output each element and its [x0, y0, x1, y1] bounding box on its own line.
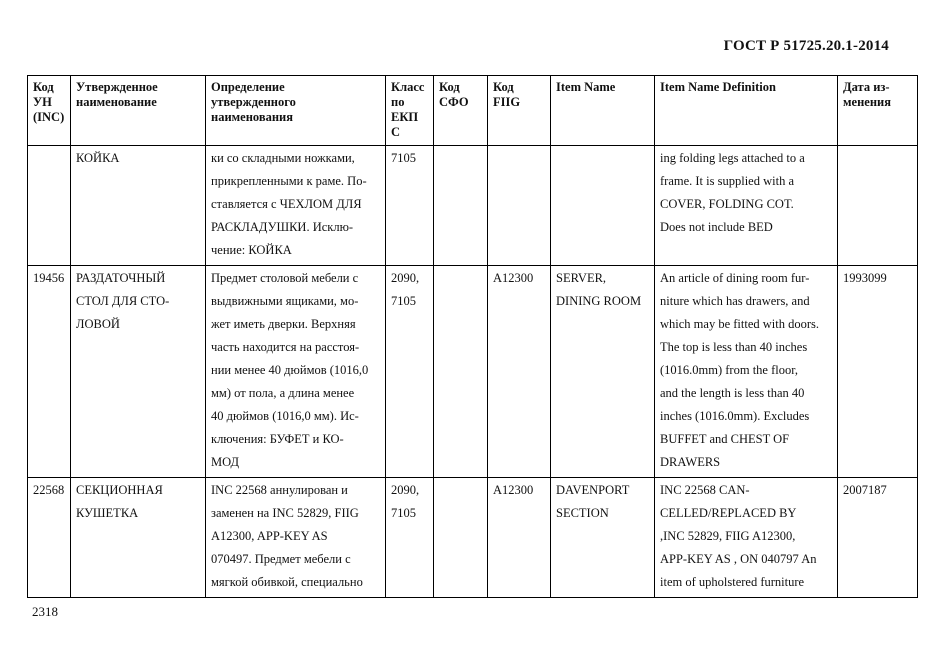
cell-date — [838, 146, 918, 266]
cell-sfo — [434, 146, 488, 266]
cell-class: 2090, 7105 — [386, 266, 434, 478]
cell-item-name — [551, 146, 655, 266]
cell-class: 7105 — [386, 146, 434, 266]
header-inc: Код УН (INC) — [28, 76, 71, 146]
cell-sfo — [434, 478, 488, 598]
header-fiig: Код FIIG — [488, 76, 551, 146]
cell-fiig: A12300 — [488, 478, 551, 598]
cell-item-definition: An article of dining room fur- niture which has drawers, and which may be fitted with doors. The top is less than 40 inches (1016.0mm) from the floor, and the length is less than 40 inches (1016.0mm). Excludes BUFFET and CHEST OF DRAWERS — [655, 266, 838, 478]
cell-definition: Предмет столовой мебели с выдвижными ящиками, мо- жет иметь дверки. Верхняя часть находится на расстоя- нии менее 40 дюймов (1016,0 мм) от пола, а длина менее 40 дюймов (1016,0 мм). Ис- ключения: БУФЕТ и КО- МОД — [206, 266, 386, 478]
cell-inc — [28, 146, 71, 266]
header-sfo: Код СФО — [434, 76, 488, 146]
table-header-row — [28, 76, 918, 146]
cell-item-name: SERVER, DINING ROOM — [551, 266, 655, 478]
catalog-table — [27, 75, 918, 598]
cell-date: 1993099 — [838, 266, 918, 478]
cell-item-definition: INC 22568 CAN- CELLED/REPLACED BY ,INC 52829, FIIG A12300, APP-KEY AS , ON 040797 An item of upholstered furniture — [655, 478, 838, 598]
header-class: Класс по ЕКП С — [386, 76, 434, 146]
cell-approved-name: КОЙКА — [71, 146, 206, 266]
cell-inc: 19456 — [28, 266, 71, 478]
header-definition: Определение утвержденного наименования — [206, 76, 386, 146]
header-item-definition: Item Name Definition — [655, 76, 838, 146]
table-row — [28, 478, 918, 598]
header-item-name: Item Name — [551, 76, 655, 146]
cell-fiig — [488, 146, 551, 266]
table-row — [28, 266, 918, 478]
cell-item-name: DAVENPORT SECTION — [551, 478, 655, 598]
cell-definition: INC 22568 аннулирован и заменен на INC 52829, FIIG A12300, APP-KEY AS 070497. Предмет мебели с мягкой обивкой, специально — [206, 478, 386, 598]
page-number: 2318 — [32, 604, 58, 619]
cell-fiig: A12300 — [488, 266, 551, 478]
cell-inc: 22568 — [28, 478, 71, 598]
header-date: Дата из- менения — [838, 76, 918, 146]
cell-approved-name: СЕКЦИОННАЯ КУШЕТКА — [71, 478, 206, 598]
document-standard-code: ГОСТ Р 51725.20.1-2014 — [723, 38, 889, 54]
cell-sfo — [434, 266, 488, 478]
cell-date: 2007187 — [838, 478, 918, 598]
cell-approved-name: РАЗДАТОЧНЫЙ СТОЛ ДЛЯ СТО- ЛОВОЙ — [71, 266, 206, 478]
cell-item-definition: ing folding legs attached to a frame. It is supplied with a COVER, FOLDING COT. Does not include BED — [655, 146, 838, 266]
cell-class: 2090, 7105 — [386, 478, 434, 598]
table-row — [28, 146, 918, 266]
cell-definition: ки со складными ножками, прикрепленными к раме. По- ставляется с ЧЕХЛОМ ДЛЯ РАСКЛАДУШКИ. Исклю- чение: КОЙКА — [206, 146, 386, 266]
header-approved-name: Утвержденное наименование — [71, 76, 206, 146]
